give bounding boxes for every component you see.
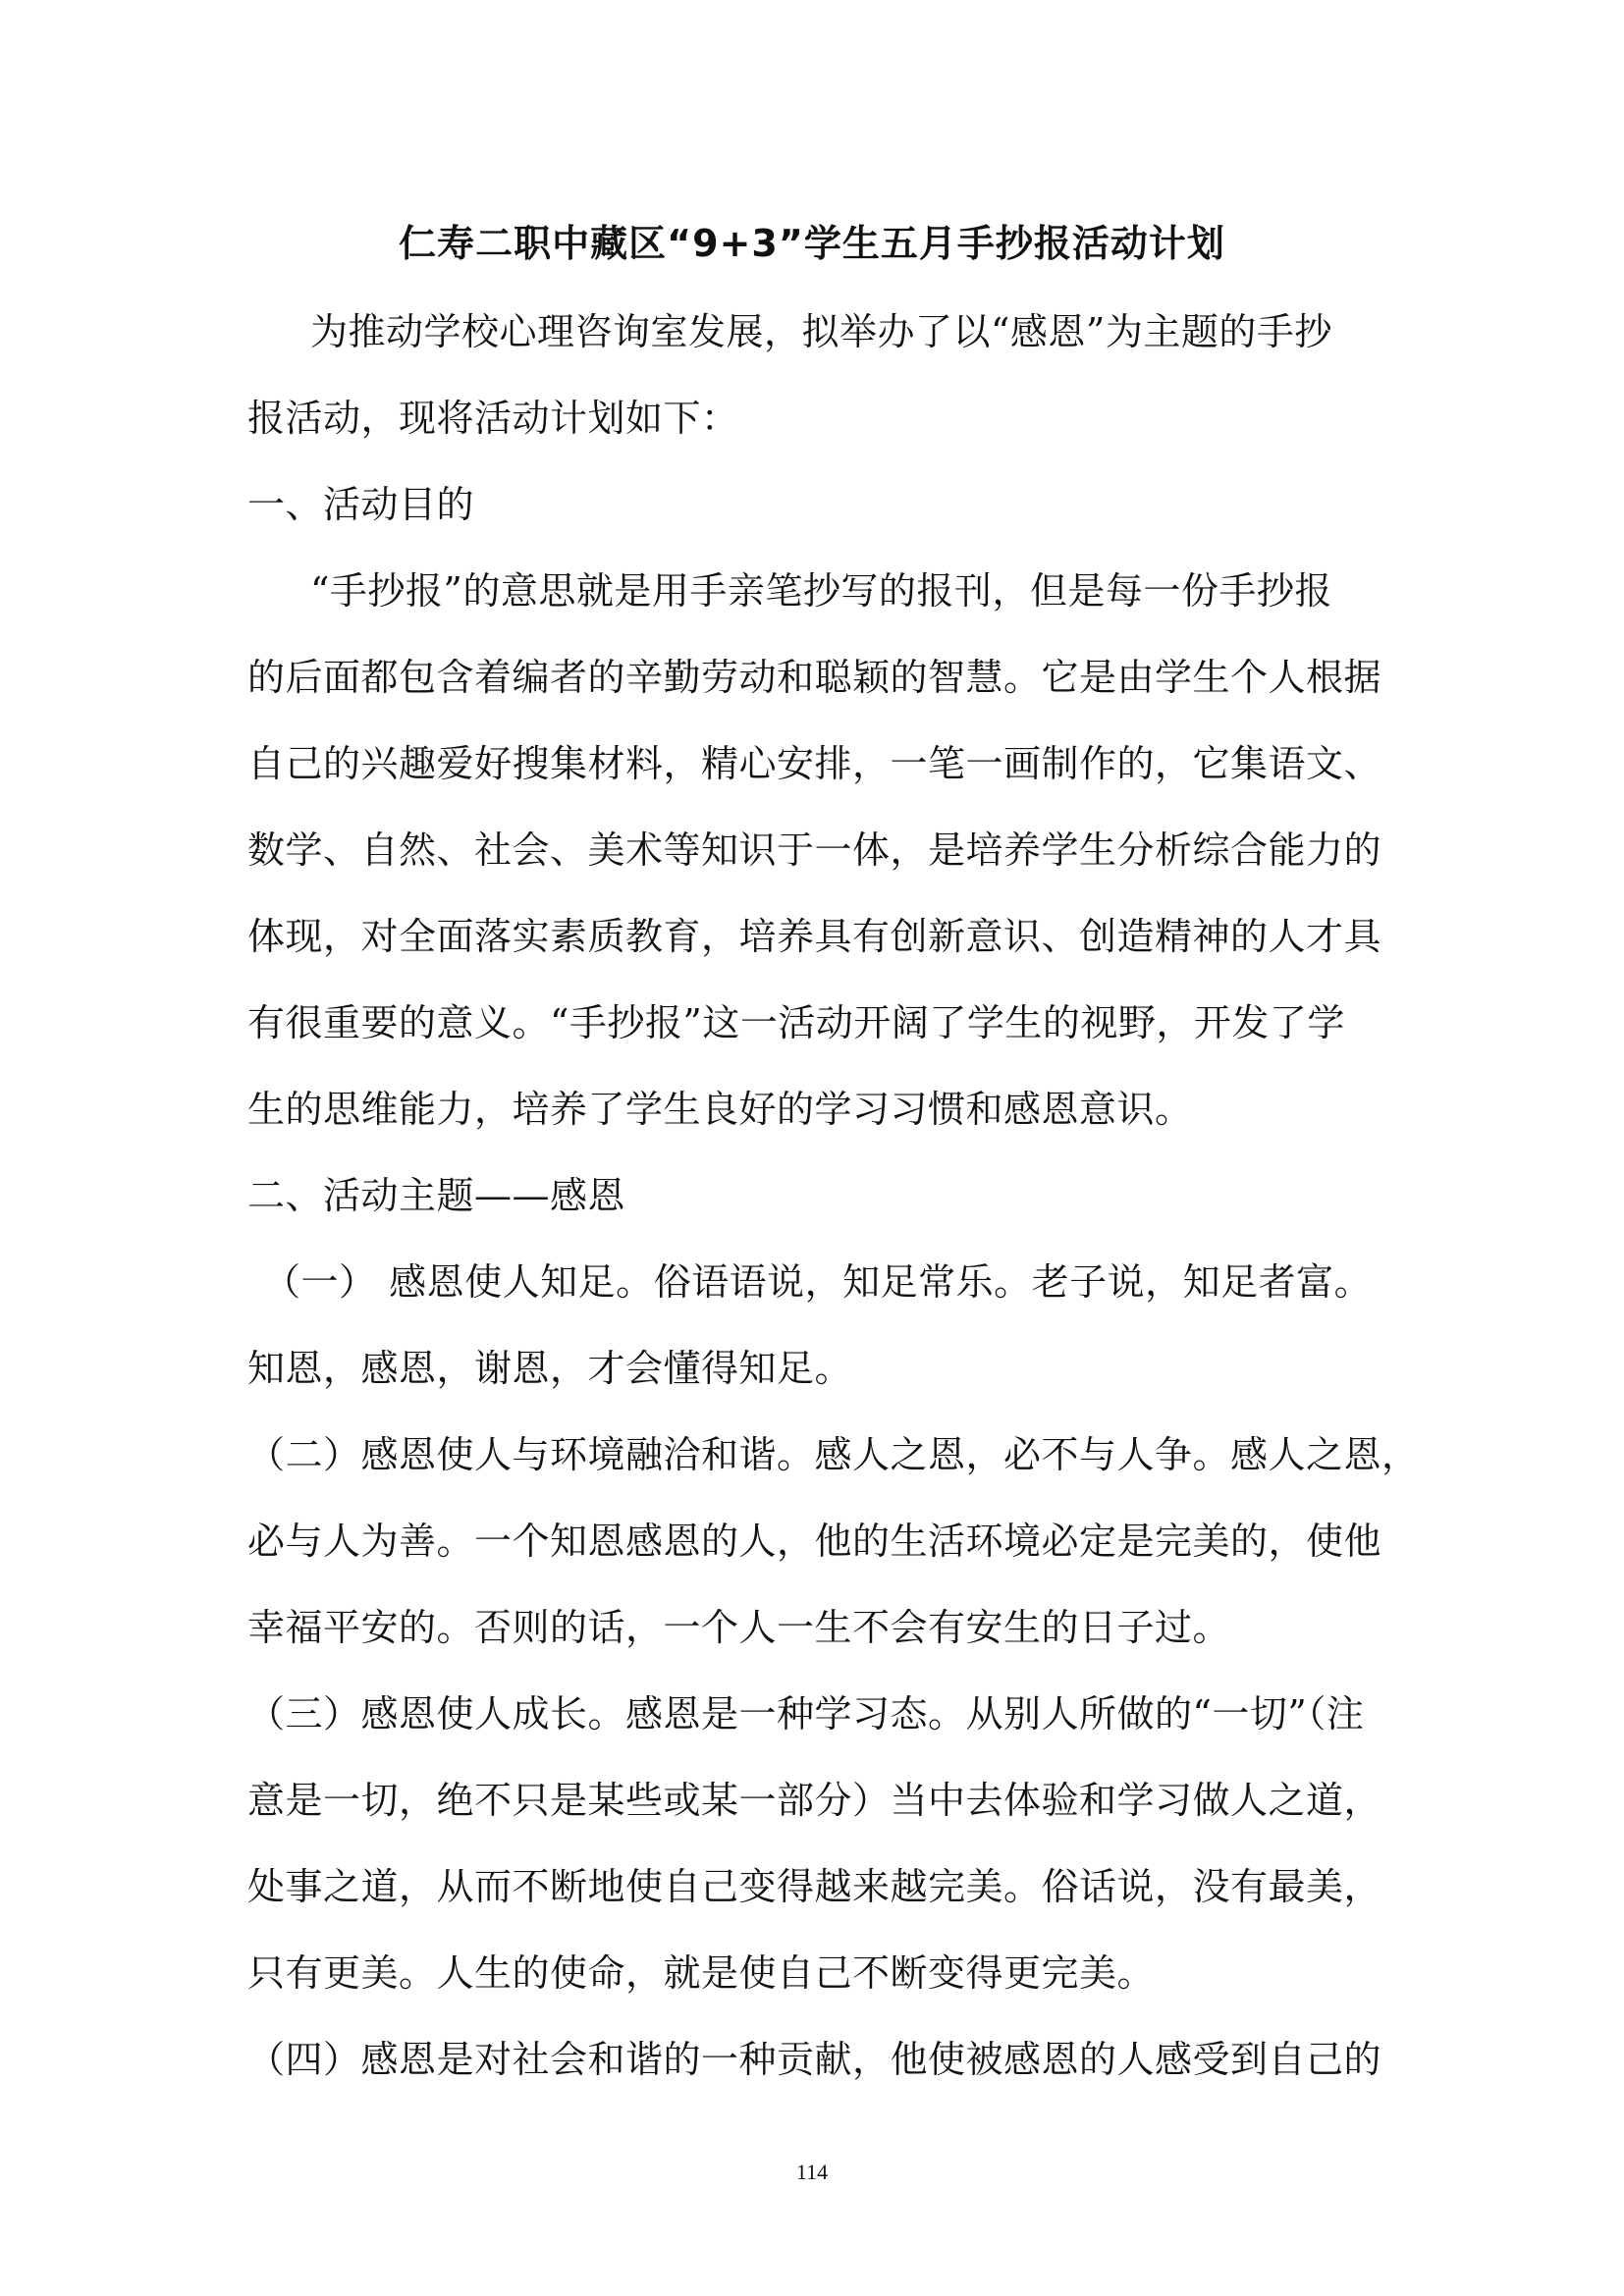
paragraph-line: 只有更美。人生的使命，就是使自己不断变得更完美。 <box>247 1951 1156 1995</box>
paragraph-line: 处事之道，从而不断地使自己变得越来越完美。俗话说，没有最美， <box>247 1865 1382 1908</box>
paragraph-line: 有很重要的意义。“手抄报”这一活动开阔了学生的视野，开发了学 <box>247 1001 1345 1044</box>
paragraph-line: 意是一切，绝不只是某些或某一部分）当中去体验和学习做人之道， <box>247 1779 1382 1822</box>
paragraph-line: “手抄报”的意思就是用手亲笔抄写的报刊，但是每一份手抄报 <box>310 569 1332 613</box>
paragraph-line: 知恩，感恩，谢恩，才会懂得知足。 <box>247 1347 853 1390</box>
paragraph-line: 为推动学校心理咨询室发展，拟举办了以“感恩”为主题的手抄 <box>310 310 1332 353</box>
paragraph-line: （四）感恩是对社会和谐的一种贡献，他使被感恩的人感受到自己的 <box>247 2038 1382 2081</box>
paragraph-line: 体现，对全面落实素质教育，培养具有创新意识、创造精神的人才具 <box>247 915 1382 958</box>
section-heading: 二、活动主题——感恩 <box>247 1174 626 1217</box>
paragraph-line: （二）感恩使人与环境融洽和谐。感人之恩，必不与人争。感人之恩， <box>247 1433 1420 1476</box>
paragraph-line: 数学、自然、社会、美术等知识于一体，是培养学生分析综合能力的 <box>247 828 1382 872</box>
paragraph-line: 的后面都包含着编者的辛勤劳动和聪颖的智慧。它是由学生个人根据 <box>247 656 1382 699</box>
paragraph-line: 必与人为善。一个知恩感恩的人，他的生活环境必定是完美的，使他 <box>247 1520 1382 1563</box>
paragraph-line: 自己的兴趣爱好搜集材料，精心安排，一笔一画制作的，它集语文、 <box>247 742 1382 785</box>
paragraph-line: 报活动，现将活动计划如下： <box>247 397 739 440</box>
paragraph-line: （一） 感恩使人知足。俗语语说，知足常乐。老子说，知足者富。 <box>263 1260 1373 1304</box>
document-title: 仁寿二职中藏区“9+3”学生五月手抄报活动计划 <box>399 222 1225 265</box>
paragraph-line: 幸福平安的。否则的话，一个人一生不会有安生的日子过。 <box>247 1606 1231 1649</box>
paragraph-line: （三）感恩使人成长。感恩是一种学习态。从别人所做的“一切”（注 <box>247 1692 1365 1735</box>
section-heading: 一、活动目的 <box>247 483 475 526</box>
paragraph-line: 生的思维能力，培养了学生良好的学习习惯和感恩意识。 <box>247 1088 1193 1131</box>
page-number: 114 <box>795 2160 829 2184</box>
